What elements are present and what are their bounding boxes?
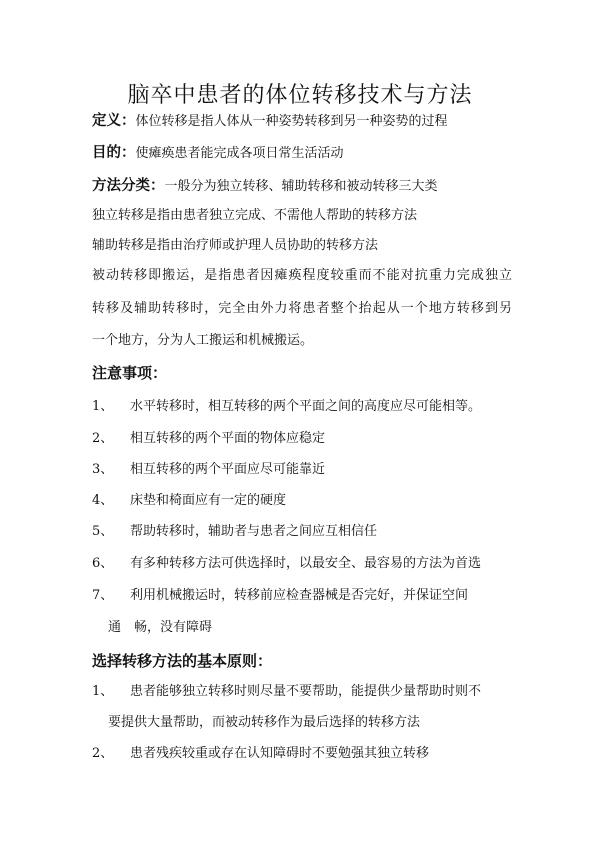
purpose-text: 使瘫痪患者能完成各项日常生活活动 <box>135 146 344 161</box>
classification-label: 方法分类： <box>92 178 165 194</box>
definition-line <box>92 112 448 131</box>
notes-item <box>92 523 377 541</box>
item-number: 7、 <box>92 588 114 603</box>
notes-item <box>92 587 468 605</box>
classification-paragraph-line: 辅助转移是指由治疗师或护理人员协助的转移方法 <box>92 238 379 253</box>
item-text: 水平转移时，相互转移的两个平面之间的高度应尽可能相等。 <box>130 399 482 414</box>
definition-label: 定义： <box>92 113 136 129</box>
notes-item <box>92 461 325 479</box>
item-text: 相互转移的两个平面应尽可能靠近 <box>130 462 326 477</box>
item-number: 5、 <box>92 524 114 539</box>
item-number: 2、 <box>92 746 114 761</box>
classification-text: 一般分为独立转移、辅助转移和被动转移三大类 <box>164 179 438 194</box>
classification-paragraph-line <box>92 267 512 285</box>
classification-line <box>92 177 438 196</box>
document-title: 脑卒中患者的体位转移技术与方法 <box>127 83 473 108</box>
item-text: 利用机械搬运时，转移前应检查器械是否完好，并保证空间 <box>130 588 469 603</box>
notes-heading: 注意事项： <box>92 364 168 382</box>
classification-paragraph-line <box>92 300 512 318</box>
item-text: 相互转移的两个平面的物体应稳定 <box>130 431 326 446</box>
purpose-label: 目的： <box>92 145 136 161</box>
notes-item <box>92 492 286 510</box>
item-number: 1、 <box>92 399 114 414</box>
classification-paragraph-text: 转移及辅助转移时，完全由外力将患者整个抬起从一个地方转移到另 <box>92 301 512 316</box>
notes-item <box>92 398 481 416</box>
notes-item-continuation: 通 畅，没有障碍 <box>108 620 213 635</box>
item-number: 4、 <box>92 493 114 508</box>
principles-item-continuation: 要提供大量帮助，而被动转移作为最后选择的转移方法 <box>108 715 421 730</box>
item-text: 有多种转移方法可供选择时，以最安全、最容易的方法为首选 <box>130 556 482 571</box>
item-number: 3、 <box>92 462 114 477</box>
notes-item <box>92 430 325 448</box>
item-text: 患者残疾较重或存在认知障碍时不要勉强其独立转移 <box>130 746 430 761</box>
principles-item <box>92 745 429 763</box>
principles-item <box>92 683 481 701</box>
classification-paragraph-line: 一个地方，分为人工搬运和机械搬运。 <box>92 333 314 348</box>
item-number: 1、 <box>92 684 114 699</box>
item-text: 帮助转移时，辅助者与患者之间应互相信任 <box>130 524 378 539</box>
classification-paragraph-line: 独立转移是指由患者独立完成、不需他人帮助的转移方法 <box>92 208 418 223</box>
principles-heading: 选择转移方法的基本原则： <box>92 652 273 670</box>
definition-text: 体位转移是指人体从一种姿势转移到另一种姿势的过程 <box>135 114 448 129</box>
item-text: 床垫和椅面应有一定的硬度 <box>130 493 287 508</box>
item-text: 患者能够独立转移时则尽量不要帮助，能提供少量帮助时则不 <box>130 684 482 699</box>
purpose-line <box>92 144 344 163</box>
notes-item <box>92 555 481 573</box>
classification-paragraph-text: 被动转移即搬运，是指患者因瘫痪程度较重而不能对抗重力完成独立 <box>92 268 512 283</box>
item-number: 2、 <box>92 431 114 446</box>
item-number: 6、 <box>92 556 114 571</box>
